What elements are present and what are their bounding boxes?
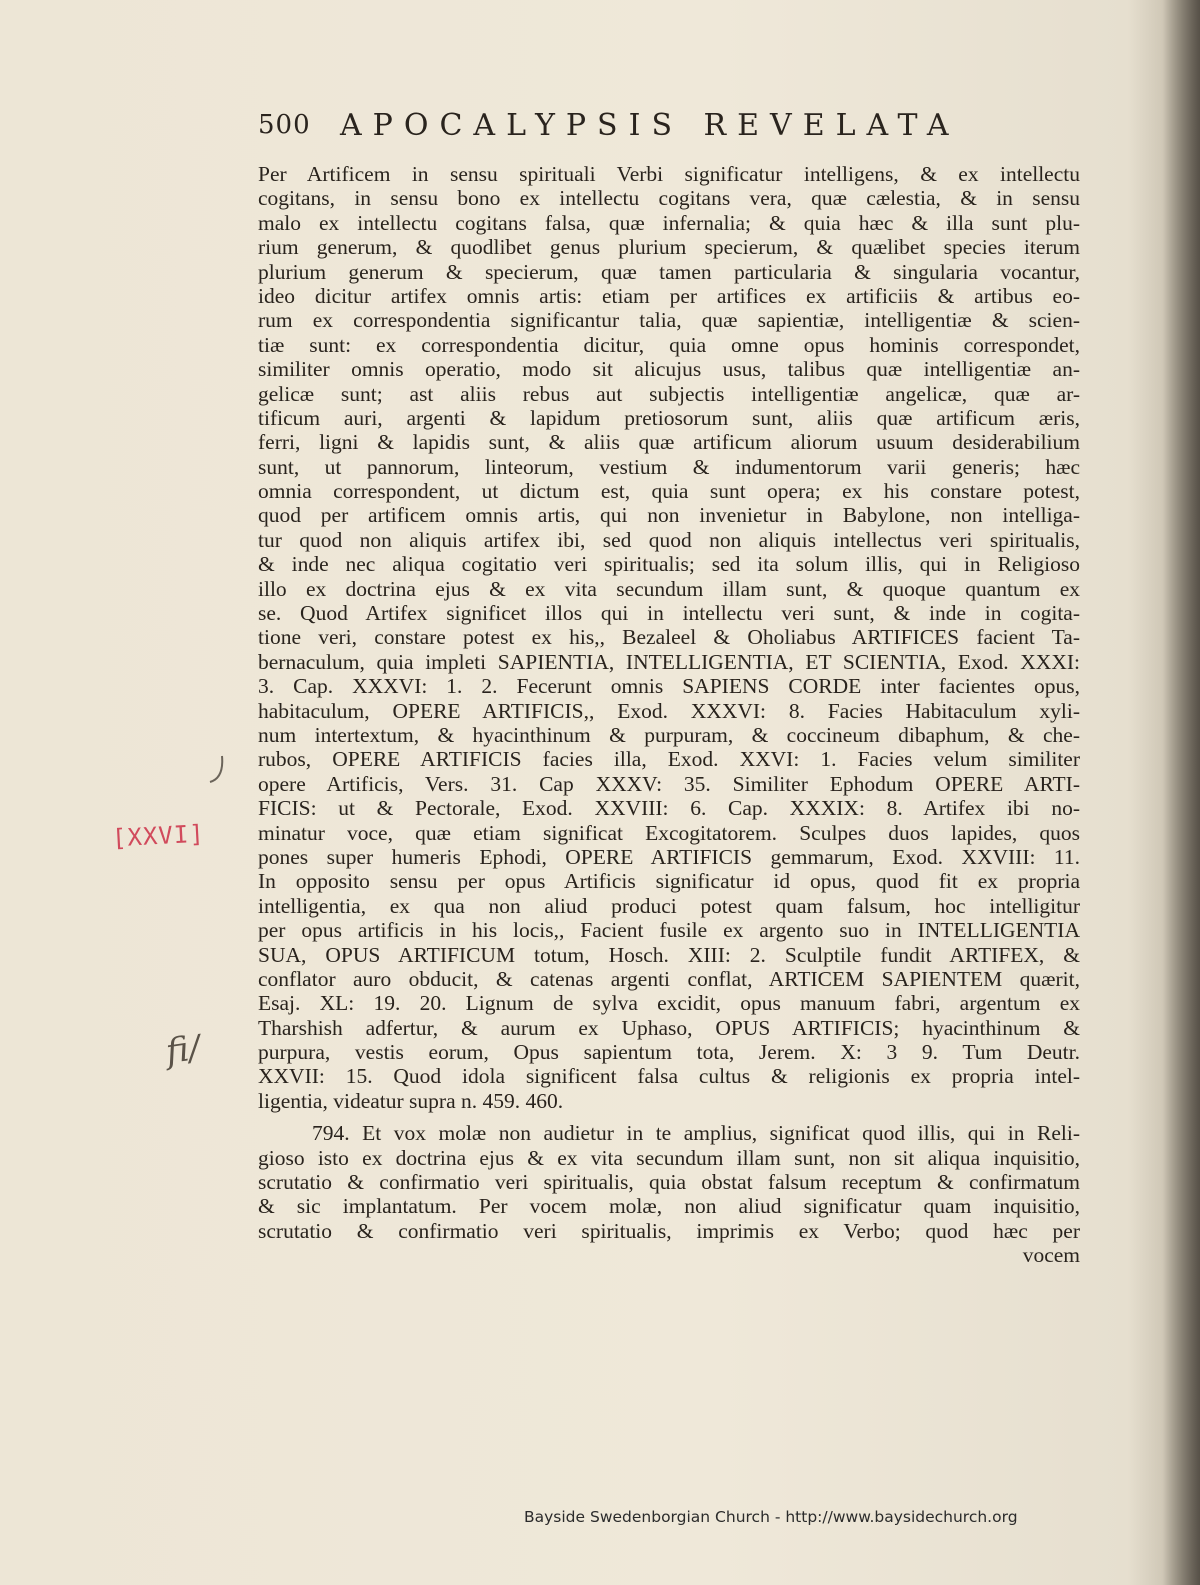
text-line: ideo dicitur artifex omnis artis: etiam per artifices ex artificiis & artibus eo- (258, 283, 1080, 308)
text-line: ferri, ligni & lapidis sunt, & aliis quæ artificum aliorum usuum desiderabilium (258, 430, 1080, 455)
text-line: purpura, vestis eorum, Opus sapientum tota, Jerem. X: 3 9. Tum Deutr. (258, 1040, 1080, 1065)
paragraph-794-line: scrutatio & confirmatio veri spiritualis, quia obstat falsum receptum & confirmatum (258, 1170, 1080, 1195)
text-line: malo ex intellectu cogitans falsa, quæ infernalia; & quia hæc & illa sunt plu- (258, 210, 1080, 235)
paragraph-794-line: scrutatio & confirmatio veri spiritualis, imprimis ex Verbo; quod hæc per (258, 1218, 1080, 1243)
text-line: num intertextum, & hyacinthinum & purpuram, & coccineum dibaphum, & che- (258, 722, 1080, 747)
text-line: tiæ sunt: ex correspondentia dicitur, quia omne opus hominis correspondet, (258, 332, 1080, 357)
text-line: rum ex correspondentia significantur talia, quæ sapientiæ, intelligentiæ & scien- (258, 308, 1080, 333)
text-line: Esaj. XL: 19. 20. Lignum de sylva excidit, opus manuum fabri, argentum ex (258, 991, 1080, 1016)
text-line: tione veri, constare potest ex his,, Bezaleel & Oholiabus ARTIFICES facient Ta- (258, 625, 1080, 650)
text-line: similiter omnis operatio, modo sit alicujus usus, talibus quæ intelligentiæ an- (258, 357, 1080, 382)
main-text-block (258, 162, 1080, 1268)
text-line: illo ex doctrina ejus & ex vita secundum illam sunt, & quoque quantum ex (258, 576, 1080, 601)
text-line: rium generum, & quodlibet genus plurium specierum, & quælibet species iterum (258, 235, 1080, 260)
text-line: opere Artificis, Vers. 31. Cap XXXV: 35. Similiter Ephodum OPERE ARTI- (258, 771, 1080, 796)
text-line: tur quod non aliquis artifex ibi, sed quod non aliquis intellectus veri spiritualis, (258, 527, 1080, 552)
margin-annotation-pencil: fi/ (163, 1027, 203, 1073)
text-line: quod per artificem omnis artis, qui non invenietur in Babylone, non intelliga- (258, 503, 1080, 528)
page-header (258, 104, 1018, 148)
margin-pencil-mark (206, 752, 230, 788)
paragraph-794-line: & sic implantatum. Per vocem molæ, non aliud significatur quam inquisitio, (258, 1194, 1080, 1219)
text-line: minatur voce, quæ etiam significat Excogitatorem. Sculpes duos lapides, quos (258, 820, 1080, 845)
text-line: FICIS: ut & Pectorale, Exod. XXVIII: 6. Cap. XXXIX: 8. Artifex ibi no- (258, 796, 1080, 821)
text-line: tificum auri, argenti & lapidum pretiosorum sunt, aliis quæ artificum æris, (258, 405, 1080, 430)
page-number: 500 (258, 110, 311, 140)
text-line: conflator auro obducit, & catenas argenti conflat, ARTICEM SAPIENTEM quærit, (258, 966, 1080, 991)
text-line: cogitans, in sensu bono ex intellectu cogitans vera, quæ cælestia, & in sensu (258, 186, 1080, 211)
text-line: omnia correspondent, ut dictum est, quia sunt opera; ex his constare potest, (258, 479, 1080, 504)
paragraph-gap (258, 1113, 1080, 1121)
text-line: gelicæ sunt; ast aliis rebus aut subjectis intelligentiæ angelicæ, quæ ar- (258, 381, 1080, 406)
text-line: habitaculum, OPERE ARTIFICIS,, Exod. XXXVI: 8. Facies Habitaculum xyli- (258, 698, 1080, 723)
text-line: 3. Cap. XXXVI: 1. 2. Fecerunt omnis SAPIENS CORDE inter facientes opus, (258, 674, 1080, 699)
footer-credit: Bayside Swedenborgian Church - http://www.baysidechurch.org (524, 1508, 1018, 1526)
text-line: plurium generum & specierum, quæ tamen particularia & singularia vocantur, (258, 259, 1080, 284)
text-line: intelligentia, ex qua non aliud produci potest quam falsum, hoc intelligitur (258, 893, 1080, 918)
text-line: sunt, ut pannorum, linteorum, vestium & indumentorum varii generis; hæc (258, 454, 1080, 479)
margin-annotation-red: [XXVI] (111, 819, 206, 853)
text-line: XXVII: 15. Quod idola significent falsa cultus & religionis ex propria intel- (258, 1064, 1080, 1089)
text-line: pones super humeris Ephodi, OPERE ARTIFICIS gemmarum, Exod. XXVIII: 11. (258, 844, 1080, 869)
text-line: Per Artificem in sensu spirituali Verbi significatur intelligens, & ex intellectu (258, 162, 1080, 186)
running-title: APOCALYPSIS REVELATA (340, 108, 960, 143)
text-line: rubos, OPERE ARTIFICIS facies illa, Exod. XXVI: 1. Facies velum similiter (258, 747, 1080, 772)
paragraph-794-line: 794. Et vox molæ non audietur in te amplius, significat quod illis, qui in Reli- (312, 1121, 1080, 1146)
text-line: Tharshish adfertur, & aurum ex Uphaso, OPUS ARTIFICIS; hyacinthinum & (258, 1015, 1080, 1040)
catchword: vocem (1022, 1243, 1080, 1268)
paragraph-794-line: gioso isto ex doctrina ejus & ex vita secundum illam sunt, non sit aliqua inquisitio, (258, 1145, 1080, 1170)
text-line: & inde nec aliqua cogitatio veri spiritualis; sed ita solum illis, qui in Religioso (258, 552, 1080, 577)
text-line: In opposito sensu per opus Artificis significatur id opus, quod fit ex propria (258, 869, 1080, 894)
text-line: se. Quod Artifex significet illos qui in intellectu veri sunt, & inde in cogita- (258, 601, 1080, 626)
page-gutter-shadow (1162, 0, 1200, 1585)
text-line: SUA, OPUS ARTIFICUM totum, Hosch. XIII: 2. Sculptile fundit ARTIFEX, & (258, 942, 1080, 967)
text-line: per opus artificis in his locis,, Facient fusile ex argento suo in INTELLIGENTIA (258, 918, 1080, 943)
text-line: bernaculum, quia impleti SAPIENTIA, INTELLIGENTIA, ET SCIENTIA, Exod. XXXI: (258, 649, 1080, 674)
text-line: ligentia, videatur supra n. 459. 460. (258, 1088, 564, 1113)
